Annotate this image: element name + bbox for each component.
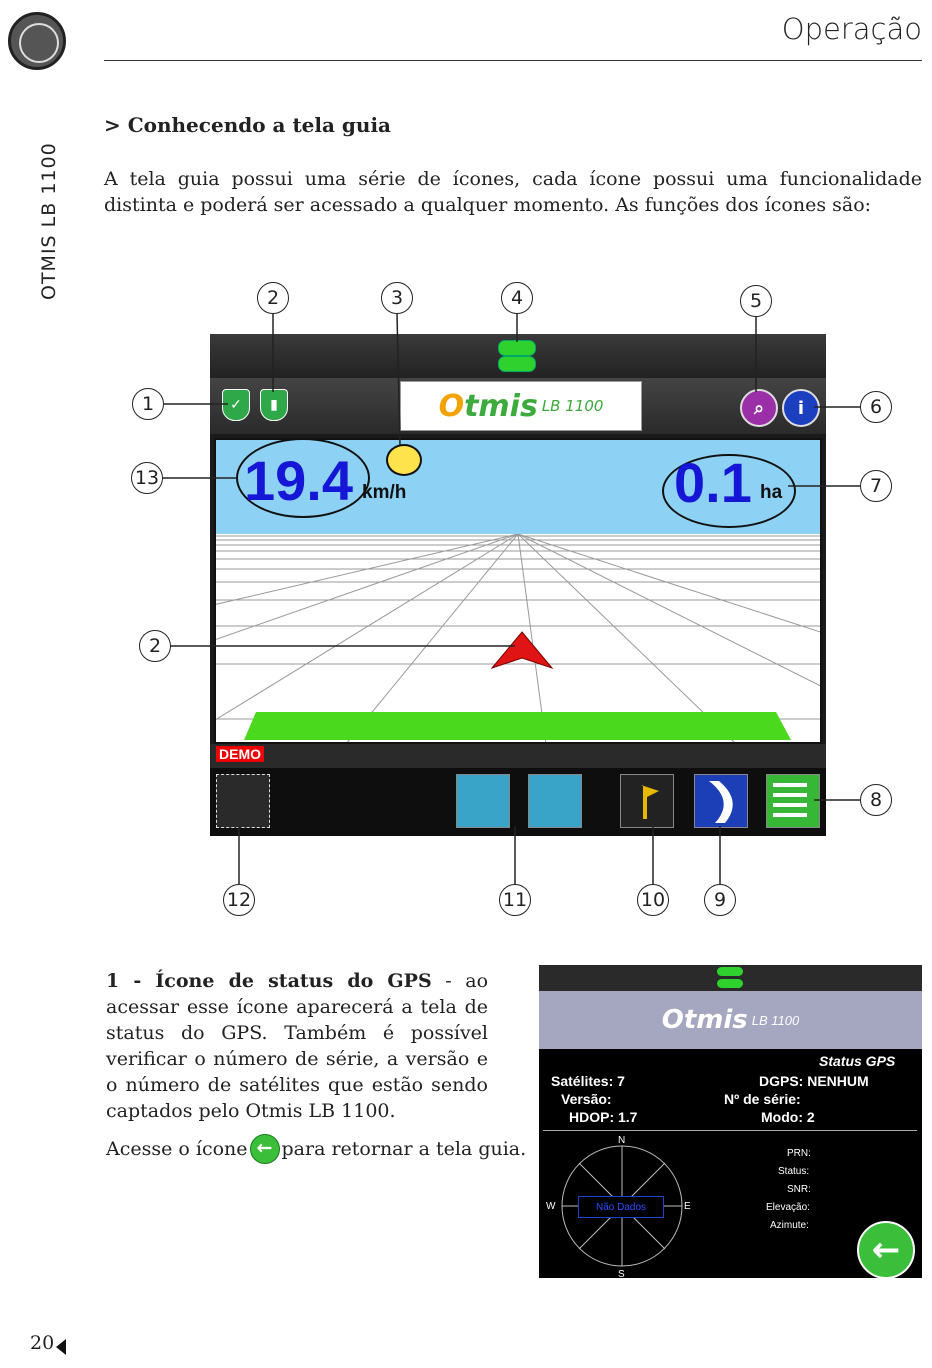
snr-label: SNR: — [787, 1184, 811, 1195]
back-instruction — [106, 1134, 526, 1164]
signal-bars-icon[interactable]: ▮ — [260, 389, 288, 421]
elevation-label: Elevação: — [766, 1202, 810, 1213]
compass-north: N — [618, 1135, 626, 1146]
gps-divider — [543, 1130, 917, 1131]
prn-label: PRN: — [787, 1148, 811, 1159]
dgps-status: DGPS: NENHUM — [759, 1073, 869, 1089]
prev-page-arrow-icon — [56, 1339, 66, 1355]
status-label: Status: — [778, 1166, 810, 1177]
callout-11: 11 — [499, 884, 531, 916]
no-data-box: Não Dados — [578, 1196, 664, 1218]
callout-10: 10 — [637, 884, 669, 916]
hdop-value: HDOP: 1.7 — [569, 1109, 638, 1125]
subheading: > Conhecendo a tela guia — [104, 113, 392, 137]
area-value: 0.1 — [674, 451, 752, 514]
gps-status-icon[interactable]: ✓ — [222, 389, 250, 421]
callout-12: 12 — [223, 884, 255, 916]
brand-o: O — [438, 388, 465, 424]
compass-south: S — [618, 1269, 625, 1278]
callout-1: 1 — [132, 388, 164, 420]
intro-paragraph: A tela guia possui uma série de ícones, cada ícone possui uma funcionalidade distinta e poderá ser acessado a qualquer momento. As funções dos ícones são: — [104, 168, 922, 216]
compass-east: E — [684, 1201, 691, 1212]
speed-unit: km/h — [362, 482, 407, 503]
serial-label: Nº de série: — [724, 1091, 801, 1107]
side-title: OTMIS LB 1100 — [38, 142, 60, 300]
section1-text: - ao acessar esse ícone aparecerá a tela de status do GPS. Também é possível verificar o número de série, a versão e o número de satélites que estão sendo captados pelo Otmis LB 1100. — [106, 970, 489, 1122]
callout-7: 7 — [860, 470, 892, 502]
version-label: Versão: — [561, 1091, 612, 1107]
zoom-icon[interactable]: ⌕ — [740, 389, 778, 427]
section-header: Operação — [781, 12, 922, 46]
back-text-after: para retornar a tela guia. — [281, 1138, 527, 1160]
callout-6: 6 — [860, 391, 892, 423]
brand-model: LB 1100 — [541, 397, 604, 415]
brand-name: tmis — [464, 388, 538, 424]
callout-2: 2 — [257, 282, 289, 314]
status-led-icon — [717, 967, 743, 976]
section1-title: 1 - Ícone de status do GPS — [106, 970, 432, 992]
demo-badge: DEMO — [216, 746, 264, 762]
info-icon[interactable]: i — [782, 389, 820, 427]
callout-13: 13 — [131, 462, 163, 494]
callout-3: 3 — [381, 282, 413, 314]
speed-value: 19.4 — [244, 449, 353, 512]
gps-title: Status GPS — [819, 1053, 896, 1069]
callout-4: 4 — [501, 282, 533, 314]
gps-brand-banner: O tmis LB 1100 — [539, 991, 922, 1049]
page-number: 20 — [30, 1332, 55, 1354]
callout-9: 9 — [704, 884, 736, 916]
callout-8: 8 — [860, 784, 892, 816]
azimuth-label: Azimute: — [770, 1220, 809, 1231]
area-unit: ha — [760, 482, 783, 503]
back-button[interactable]: ← — [857, 1221, 915, 1278]
compass-west: W — [546, 1201, 556, 1212]
callout-2b: 2 — [139, 630, 171, 662]
back-arrow-icon: ← — [250, 1134, 280, 1164]
status-led-icon — [717, 979, 743, 988]
gps-status-screen — [539, 965, 922, 1278]
satellites-count: Satélites: 7 — [551, 1073, 625, 1089]
mode-value: Modo: 2 — [761, 1109, 815, 1125]
gps-brand-name: tmis — [683, 1005, 748, 1035]
back-text-before: Acesse o ícone — [106, 1138, 248, 1160]
gps-brand-model: LB 1100 — [751, 1012, 800, 1028]
section1-paragraph — [106, 968, 488, 1124]
callout-5: 5 — [740, 285, 772, 317]
